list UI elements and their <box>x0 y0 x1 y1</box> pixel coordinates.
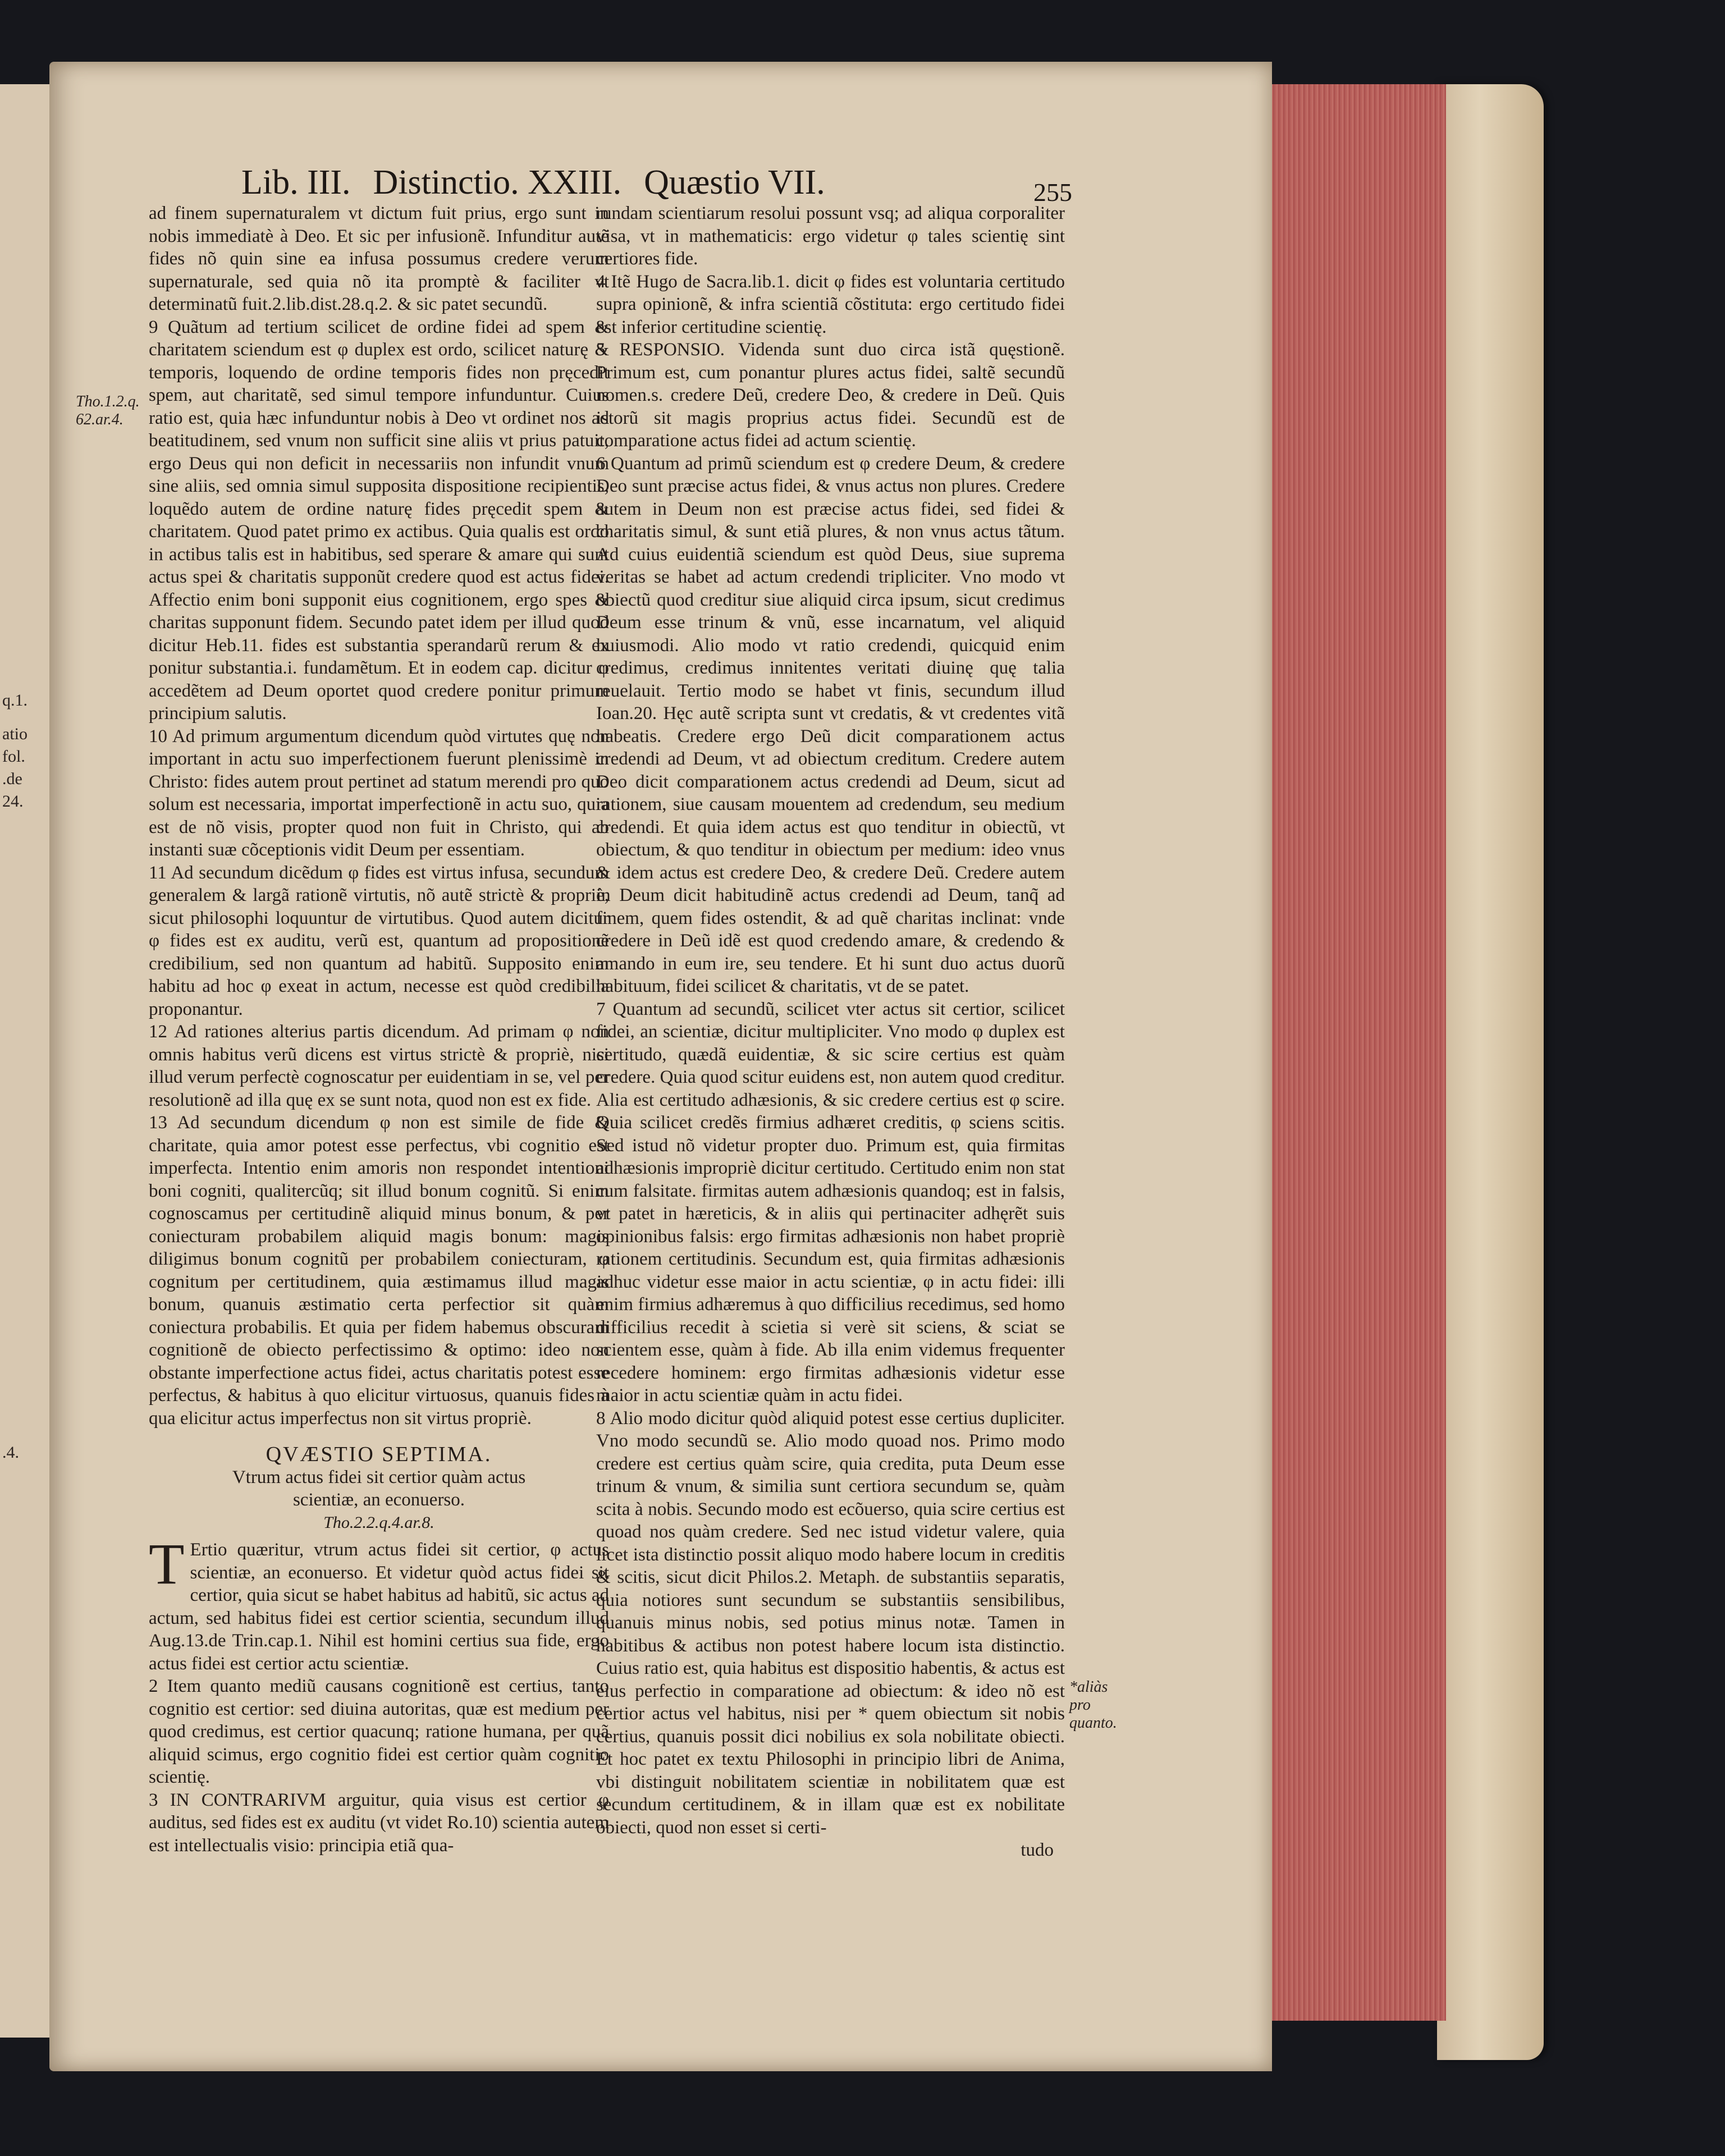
distinction-label: Distinctio. XXIII. <box>373 163 622 202</box>
question-title: QVÆSTIO SEPTIMA. <box>266 1443 492 1466</box>
margin-note-left: Tho.1.2.q. 62.ar.4. <box>76 393 140 428</box>
left-fragment: 24. <box>2 792 24 811</box>
book-label: Lib. III. <box>241 163 351 202</box>
left-column <box>149 202 609 1857</box>
left-fragment: fol. <box>2 747 25 766</box>
paragraph: 12 Ad rationes alterius partis dicendum. Ad primam φ non omnis habitus verũ dicens est virtus strictè & propriè, nisi illud verum perfectè cognoscatur per euidentiam in se, vel per resolutionẽ ad illa quę ex se sunt nota, quod non est ex fide. <box>149 1022 609 1110</box>
catchword: tudo <box>1021 1840 1054 1860</box>
question-label: Quæstio VII. <box>644 163 825 202</box>
question-reference: Tho.2.2.q.4.ar.8. <box>323 1513 434 1532</box>
paragraph-text: Ertio quæritur, vtrum actus fidei sit certior, φ actus scientiæ, an econuerso. Et videtur quòd actus fidei sit certior, quia sicut se habet habitus ad habitũ, sic actus ad actum, sed habitus fidei est certior scientia, secundum illud Aug.13.de Trin.cap.1. Nihil est homini certius sua fide, ergo actus fidei est certior actu scientiæ. <box>149 1540 609 1674</box>
folio-number: 255 <box>1033 178 1072 207</box>
paragraph: 4 Itẽ Hugo de Sacra.lib.1. dicit φ fides est voluntaria certitudo supra opinionẽ, & infra scientiã cõstituta: ergo certitudo fidei est inferior certitudine scientię. <box>596 271 1065 337</box>
paragraph: 9 Quãtum ad tertium scilicet de ordine fidei ad spem & charitatem sciendum est φ duplex est ordo, scilicet naturę & temporis, loquendo de ordine temporis fides non pręcedit spem, aut charitatẽ, sed simul tempore infunduntur. Cuius ratio est, quia hæc infunduntur nobis à Deo vt ordinet nos ad beatitudinem, sed vnum non sufficit sine aliis vt prius patuit, ergo Deus qui non deficit in necessariis non infundit vnum sine aliis, sed omnia simul supposita dispositione recipientis, loquẽdo autem de ordine naturę fides pręcedit spem & charitatem. Quod patet primo ex actibus. Quia qualis est ordo in actibus talis est in habitibus, sed sperare & amare qui sunt actus spei & charitatis supponũt credere quod est actus fidei. Affectio enim boni supponit eius cognitionem, ergo spes & charitas supponunt fidem. Secundo patet idem per illud quod dicitur Heb.11. fides est substantia sperandarũ rerum & ex ponitur substantia.i. fundamẽtum. Et in eodem cap. dicitur φ accedẽtem ad Deum oportet quod credere ponitur primum principium salutis. <box>149 317 609 724</box>
drop-cap: T <box>149 1532 185 1596</box>
facing-page-edge <box>0 84 52 2038</box>
paragraph: 7 Quantum ad secundũ, scilicet vter actus sit certior, scilicet fidei, an scientiæ, dicitur multipliciter. Vno modo φ duplex est certitudo, quædã euidentiæ, & sic scire certius est quàm credere. Quia quod scitur euidens est, non autem quod creditur. Alia est certitudo adhæsionis, & sic credere certius est φ scire. Quia scilicet credẽs firmius adhæret creditis, φ sciens scitis. Sed istud nõ videtur propter duo. Primum est, quia firmitas adhæsionis impropriè dicitur certitudo. Certitudo enim non stat cum falsitate. firmitas autem adhæsionis quandoq; est in falsis, vt patet in hæreticis, & in aliis qui pertinaciter adhęrẽt suis opinionibus falsis: ergo firmitas adhæsionis non habet propriè rationem certitudinis. Secundum est, quia firmitas adhæsionis adhuc videtur esse maior in actu scientiæ, φ in actu fidei: illi enim firmius adhæremus à quo difficilius recedimus, sed homo difficilius recedit à scietia si verè sit sciens, & sciat se scientem esse, quàm à fide. Ab illa enim videmus frequenter recedere hominem: ergo firmitas adhæsionis videtur esse maior in actu scientiæ quàm in actu fidei. <box>596 999 1065 1406</box>
paragraph: 5 RESPONSIO. Videnda sunt duo circa istã quęstionẽ. Primum est, cum ponantur plures actus fidei, saltẽ secundũ nomen.s. credere Deũ, credere Deo, & credere in Deũ. Quis istorũ sit magis proprius actus fidei. Secundũ est de comparatione actus fidei ad actum scientię. <box>596 340 1065 451</box>
left-fragment: .4. <box>2 1443 19 1462</box>
paragraph: 10 Ad primum argumentum dicendum quòd virtutes quę non important in actu suo imperfectionem fuerunt plenissimè in Christo: fides autem prout pertinet ad statum merendi pro quo solum est necessaria, importat imperfectionẽ in actu suo, quia est de nõ visis, propter quod non fuit in Christo, qui ab instanti suæ cõceptionis vidit Deum per essentiam. <box>149 726 609 860</box>
right-column <box>596 202 1065 1862</box>
question-subtitle: Vtrum actus fidei sit certior quàm actus <box>232 1467 526 1487</box>
left-fragment: atio <box>2 725 28 743</box>
vellum-cover <box>1437 84 1544 2060</box>
paragraph: ad finem supernaturalem vt dictum fuit prius, ergo sunt in nobis immediatè à Deo. Et sic per infusionẽ. Infunditur autẽ fides nõ quin sine ea infusa possumus credere verum supernaturale, sed quia nõ ita promptè & faciliter vt determinatũ fuit.2.lib.dist.28.q.2. & sic patet secundũ. <box>149 203 609 314</box>
left-fragment: q.1. <box>2 691 28 709</box>
red-page-edges <box>1253 84 1446 2021</box>
question-subtitle: scientiæ, an econuerso. <box>292 1490 465 1510</box>
margin-note-right: *aliàs pro quanto. <box>1069 1678 1117 1732</box>
paragraph: 11 Ad secundum dicẽdum φ fides est virtus infusa, secundum generalem & largã rationẽ virtutis, nõ autẽ strictè & propriè, sicut philosophi loquuntur de virtutibus. Quod autem dicitur φ fides est ex auditu, verũ est, quantum ad propositionẽ credibilium, sed non quantum ad habitũ. Supposito enim habitu ad hoc φ exeat in actum, necesse est quòd credibilia proponantur. <box>149 862 609 1019</box>
paragraph: 8 Alio modo dicitur quòd aliquid potest esse certius dupliciter. Vno modo secundũ se. Alio modo quoad nos. Primo modo credere est certius quàm scire, quia credita, puta Deum esse trinum & vnum, & similia sunt certiora secundum se, quàm scita à nobis. Secundo modo est ecõuerso, quia scire certius est quoad nos quàm credere. Sed nec istud videtur valere, quia licet ista distinctio possit aliquo modo habere locum in creditis & scitis, sicut dicit Philos.2. Metaph. de substantiis separatis, quia notiores sunt secundum se substantiis sensibilibus, quanuis minus nobis, sed potius minus notæ. Tamen in habitibus & actibus non potest habere locum ista distinctio. Cuius ratio est, quia habitus est dispositio habentis, & actus est eius perfectio in comparatione ad obiectum: & ideo nõ est certior actus vel habitus, nisi per * quem obiectum sit nobis certius, quanuis possit dici nobilius ex sola nobilitate obiecti. Et hoc patet ex textu Philosophi in principio libri de Anima, vbi distinguit nobilitatem scientiæ in nobilitatem quæ est secundum certitudinem, & in illam quæ est ex nobilitate obiecti, quod non esset si certi- <box>596 1408 1065 1838</box>
paragraph: 13 Ad secundum dicendum φ non est simile de fide & charitate, quia amor potest esse perfectus, vbi cognitio est imperfecta. Intentio enim amoris non respondet intentioni boni cogniti, qualitercũq; sit illud bonum cognitũ. Si enim cognoscamus per certitudinẽ aliquid minus bonum, & per coniecturam probabilem aliquid magis bonum: magis diligimus bonum cognitũ per probabilem coniecturam, φ cognitum per certitudinem, quia æstimamus illud magis bonum, quanuis æstimatio certa perfectior sit quàm coniectura probabilis. Et quia per fidem habemus obscuram cognitionẽ de obiecto perfectissimo & optimo: ideo non obstante imperfectione actus fidei, actus charitatis potest esse perfectus, & habitus à quo elicitur virtuosus, quanuis fides à qua elicitur actus imperfectus non sit virtus propriè. <box>149 1113 609 1429</box>
left-fragment: .de <box>2 770 22 788</box>
paragraph: 6 Quantum ad primũ sciendum est φ credere Deum, & credere Deo sunt præcise actus fidei, & vnus actus non plures. Credere autem in Deum non est præcise actus fidei, sed fidei & charitatis simul, & sunt etiã plures, & non vnus actus tãtum. Ad cuius euidentiã sciendum est quòd Deus, siue suprema veritas se habet ad actum credendi tripliciter. Vno modo vt obiectũ quod creditur siue aliquid circa ipsum, sicut credimus Deum esse trinum & vnũ, esse incarnatum, vel aliquid huiusmodi. Alio modo vt ratio credendi, quicquid enim credimus, credimus innitentes veritati diuinę quę talia reuelauit. Tertio modo se habet vt finis, secundum illud Ioan.20. Hęc autẽ scripta sunt vt credatis, & vt credentes vitã habeatis. Credere ergo Deũ dicit comparationem actus credendi ad Deum, vt ad obiectum creditum. Credere autem Deo dicit comparationem actus credendi ad Deum, sicut ad rationem, siue causam mouentem ad credendum, seu medium credendi. Et quia idem actus est quo tenditur in obiectũ, vt obiectum, & quo tenditur in obiectum per medium: ideo vnus & idem actus est credere Deo, & credere Deũ. Credere autem in Deum dicit habitudinẽ actus credendi ad Deum, tanq̃ ad finem, quem fides ostendit, & ad quẽ charitas inclinat: vnde credere in Deũ idẽ est quod credendo amare, & credendo & amando in eum ire, seu tendere. Et hi sunt duo actus duorũ habituum, fidei scilicet & charitatis, vt de se patet. <box>596 453 1065 996</box>
paragraph: 2 Item quanto mediũ causans cognitionẽ est certius, tanto cognitio est certior: sed diuina autoritas, quæ est medium per quod credimus, est certior quacunq; ratione humana, per quã aliquid scimus, ergo cognitio fidei est certior quàm cognitio scientię. <box>149 1676 609 1787</box>
paragraph <box>149 1532 609 1675</box>
paragraph: rundam scientiarum resolui possunt vsq; ad aliqua corporaliter visa, vt in mathematicis: ergo videtur φ tales scientię sint certiores fide. <box>596 203 1065 269</box>
paragraph: 3 IN CONTRARIVM arguitur, quia visus est certior φ auditus, sed fides est ex auditu (vt videt Ro.10) scientia autem est intellectualis visio: principia etiã qua- <box>149 1789 609 1856</box>
